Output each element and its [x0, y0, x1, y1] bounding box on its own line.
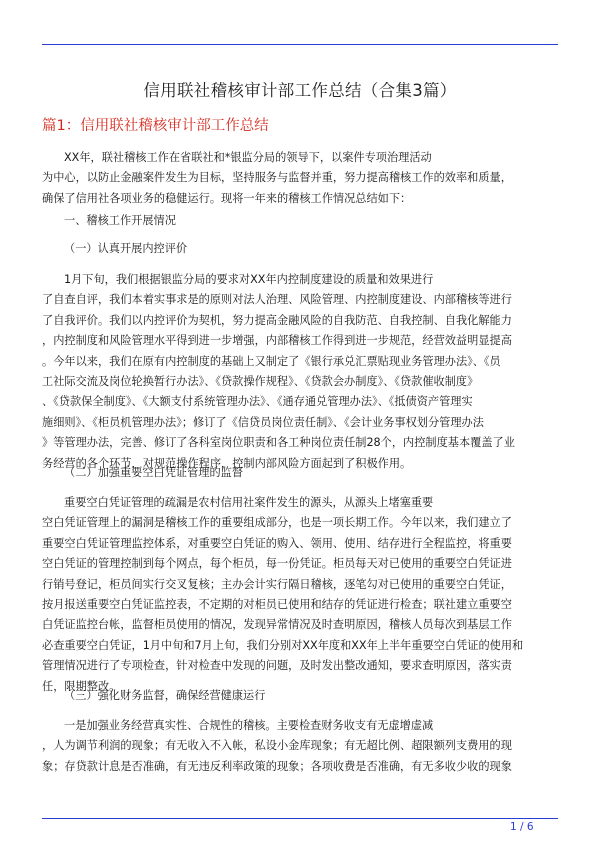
text-line: ，人为调节利润的现象；有无收入不入帐，私设小金库现象；有无超比例、超限额列支费用的现 [42, 739, 512, 753]
text-line: 必查重要空白凭证，1月中旬和7月上旬，我们分别对XX年度和XX年上半年重要空白凭证的使用和 [42, 638, 524, 652]
heading-1-1 [42, 239, 558, 259]
paragraph-blank-voucher [42, 493, 558, 697]
header-rule [42, 44, 558, 45]
text-line: 了自查自评，我们本着实事求是的原则对法人治理、风险管理、内控制度建设、内部稽核等进行 [42, 293, 512, 307]
intro-paragraph [42, 148, 558, 209]
text-line: 任，限期整改。 [42, 679, 121, 693]
text-line: 重要空白凭证管理监控体系，对重要空白凭证的购入、领用、使用、结存进行全程监控，将重要 [42, 536, 512, 550]
text-line: 空白凭证管理上的漏洞是稽核工作的重要组成部分，也是一项长期工作。今年以来，我们建立了 [42, 516, 512, 530]
text-line: 按月报送重要空白凭证监控表，不定期的对柜员已使用和结存的凭证进行检查；联社建立重要空 [42, 598, 512, 612]
text-line: 。今年以来，我们在原有内控制度的基础上又制定了《银行承兑汇票贴现业务管理办法》、《员 [42, 354, 501, 368]
page-number: 1 / 6 [510, 821, 534, 833]
text-line: 了自我评价。我们以内控评价为契机，努力提高金融风险的自我防范、自我控制、自我化解能力 [42, 313, 512, 327]
document-title: 信用联社稽核审计部工作总结（合集3篇） [143, 81, 457, 100]
heading-1-3 [42, 686, 558, 706]
text-line: （二）加强重要空白凭证管理的监督 [64, 466, 244, 479]
paragraph-internal-control [42, 270, 558, 474]
text-line: 确保了信用社各项业务的稳健运行。现将一年来的稽核工作情况总结如下： [42, 191, 412, 205]
text-line: ，内控制度和风险管理水平得到进一步增强，内部稽核工作得到进一步规范，经营效益明显提高 [42, 334, 512, 348]
text-line: 白凭证监控台帐，监督柜员使用的情况，发现异常情况及时查明原因，稽核人员每次到基层工作 [42, 618, 512, 632]
text-line: 务经营的各个环节，对规范操作程序，控制内部风险方面起到了积极作用。 [42, 456, 412, 470]
text-line: 管理情况进行了专项检查，针对检查中发现的问题，及时发出整改通知，要求查明原因，落实责 [42, 659, 512, 673]
text-line: 》等管理办法，完善、修订了各科室岗位职责和各工种岗位责任制28个，内控制度基本覆盖了业 [42, 436, 515, 450]
text-line: 、《贷款保全制度》、《大额支付系统管理办法》、《通存通兑管理办法》、《抵债资产管理实 [42, 395, 473, 409]
text-line: 空白凭证的管理控制到每个网点，每个柜员，每一份凭证。柜员每天对已使用的重要空白凭证进 [42, 557, 512, 571]
text-line: 1月下旬，我们根据银监分局的要求对XX年内控制度建设的质量和效果进行 [64, 273, 434, 286]
text-line: 行销号登记，柜员间实行交叉复核；主办会计实行隔日稽核，逐笔勾对已使用的重要空白凭证， [42, 577, 512, 591]
text-line: （三）强化财务监督，确保经营健康运行 [64, 689, 266, 702]
text-line: 重要空白凭证管理的疏漏是农村信用社案件发生的源头，从源头上堵塞重要 [64, 496, 434, 509]
text-line: 施细则》、《柜员机管理办法》；修订了《信贷员岗位责任制》、《会计业务事权划分管理办法 [42, 415, 484, 429]
section-heading: 篇1：信用联社稽核审计部工作总结 [42, 118, 269, 134]
text-line: XX年，联社稽核工作在省联社和*银监分局的领导下，以案件专项治理活动 [64, 151, 432, 164]
text-line: 一是加强业务经营真实性、合规性的稽核。主要检查财务收支有无虚增虚减 [64, 719, 434, 732]
text-line: 一、稽核工作开展情况 [64, 214, 176, 227]
heading-1-2 [42, 463, 558, 483]
text-line: 为中心，以防止金融案件发生为目标，坚持服务与监督并重，努力提高稽核工作的效率和质量， [42, 171, 512, 185]
text-line: （一）认真开展内控评价 [64, 242, 188, 255]
paragraph-financial-supervision [42, 716, 558, 777]
text-line: 象；存贷款计息是否准确，有无违反利率政策的现象；各项收费是否准确，有无多收少收的现象 [42, 759, 512, 773]
footer-rule [42, 818, 558, 819]
heading-1 [42, 211, 558, 231]
text-line: 工社际交流及岗位轮换暂行办法》、《贷款操作规程》、《贷款会办制度》、《贷款催收制度》 [42, 375, 479, 389]
